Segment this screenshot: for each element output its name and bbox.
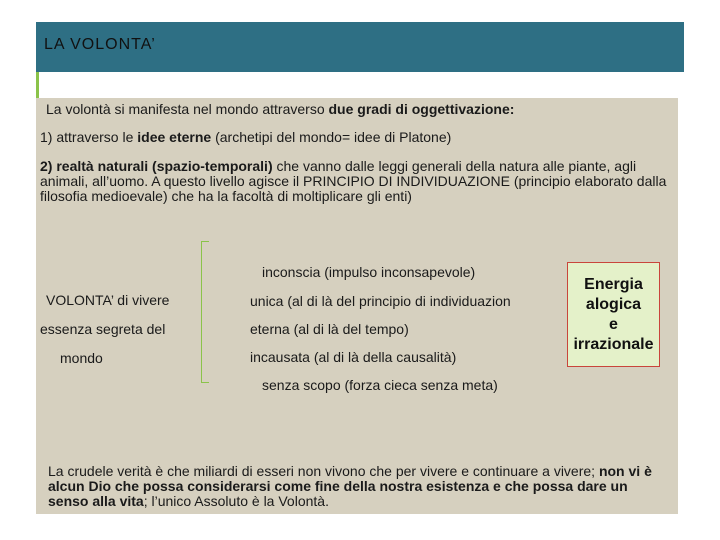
point-1-prefix: 1) attraverso le: [40, 129, 138, 145]
attribute-item: senza scopo (forza cieca senza meta): [262, 377, 498, 393]
intro-bold: due gradi di oggettivazione:: [328, 101, 515, 117]
title-bar: [36, 22, 684, 72]
slide-title: LA VOLONTA’: [44, 36, 156, 53]
conclusion-rest: ; l’unico Assoluto è la Volontà.: [143, 493, 329, 509]
attribute-item: eterna (al di là del tempo): [250, 321, 409, 337]
energy-line: irrazionale: [573, 335, 654, 353]
intro-paragraph: [46, 102, 514, 117]
conclusion-paragraph: [48, 464, 668, 509]
point-2-rest: che vanno dalle leggi generali della natura alle piante, agli animali, all’uomo. A questo livello agisce il PRINCIPIO DI INDIVIDUAZIONE (principio elaborato dalla filosofia medioevale) che ha la facoltà di moltiplicare gli enti): [40, 158, 667, 204]
energy-line: e: [609, 315, 618, 333]
mondo-label: mondo: [60, 350, 103, 366]
conclusion-text: La crudele verità è che miliardi di esseri non vivono che per vivere e continuare a vivere;: [48, 463, 599, 479]
energy-box: [567, 262, 660, 367]
volonta-label: [46, 293, 169, 308]
energy-line: alogica: [585, 295, 642, 313]
energy-line: Energia: [584, 275, 643, 293]
bracket: [201, 241, 209, 383]
point-1: [40, 130, 451, 145]
attribute-item: incausata (al di là della causalità): [250, 349, 457, 365]
point-1-rest: (archetipi del mondo= idee di Platone): [211, 129, 452, 145]
point-1-bold: idee eterne: [137, 129, 212, 145]
conclusion-bold: non vi è alcun Dio che possa considerarsi come fine della nostra esistenza e che possa dare un senso alla vita: [48, 463, 652, 509]
attribute-item: unica (al di là del principio di individuazion: [250, 294, 511, 309]
point-2: [40, 159, 676, 204]
volonta-suffix: di vivere: [113, 292, 170, 308]
accent-bar: [36, 72, 39, 98]
point-2-bold: 2) realtà naturali (spazio-temporali): [40, 158, 273, 174]
attribute-item: inconscia (impulso inconsapevole): [262, 264, 476, 280]
essenza-label: essenza segreta del: [40, 321, 166, 337]
volonta-word: VOLONTA’: [46, 292, 114, 308]
intro-text: La volontà si manifesta nel mondo attraverso: [46, 101, 329, 117]
